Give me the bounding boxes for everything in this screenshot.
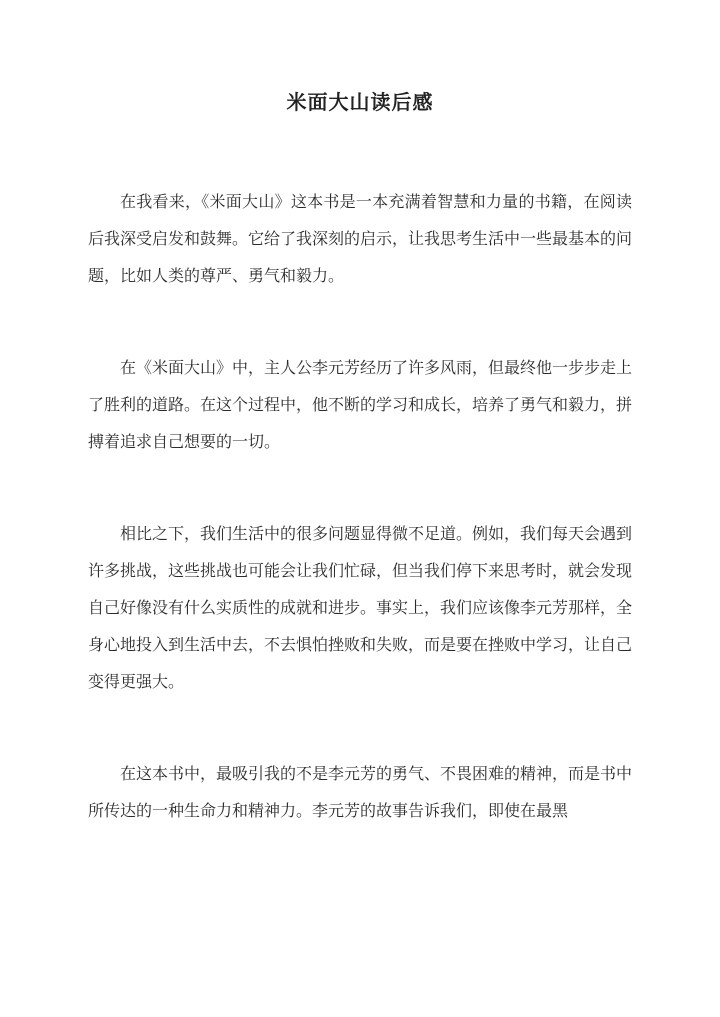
paragraph-3: 相比之下，我们生活中的很多问题显得微不足道。例如，我们每天会遇到许多挑战，这些挑战也可能会让我们忙碌，但当我们停下来思考时，就会发现自己好像没有什么实质性的成就和进步。事实上，我们应该像李元芳那样，全身心地投入到生活中去，不去惧怕挫败和失败，而是要在挫败中学习，让自己变得更强大。: [88, 524, 633, 691]
paragraph-1: 在我看来，《米面大山》这本书是一本充满着智慧和力量的书籍，在阅读后我深受启发和鼓舞。它给了我深刻的启示，让我思考生活中一些最基本的问题，比如人类的尊严、勇气和毅力。: [88, 192, 633, 285]
document-body: [88, 183, 632, 829]
document-title: 米面大山读后感: [286, 90, 434, 114]
paragraph-2: 在《米面大山》中，主人公李元芳经历了许多风雨，但最终他一步步走上了胜利的道路。在这个过程中，他不断的学习和成长，培养了勇气和毅力，拼搏着追求自己想要的一切。: [88, 358, 633, 451]
paragraph-4: 在这本书中，最吸引我的不是李元芳的勇气、不畏困难的精神，而是书中所传达的一种生命力和精神力。李元芳的故事告诉我们，即使在最黑: [88, 764, 633, 820]
